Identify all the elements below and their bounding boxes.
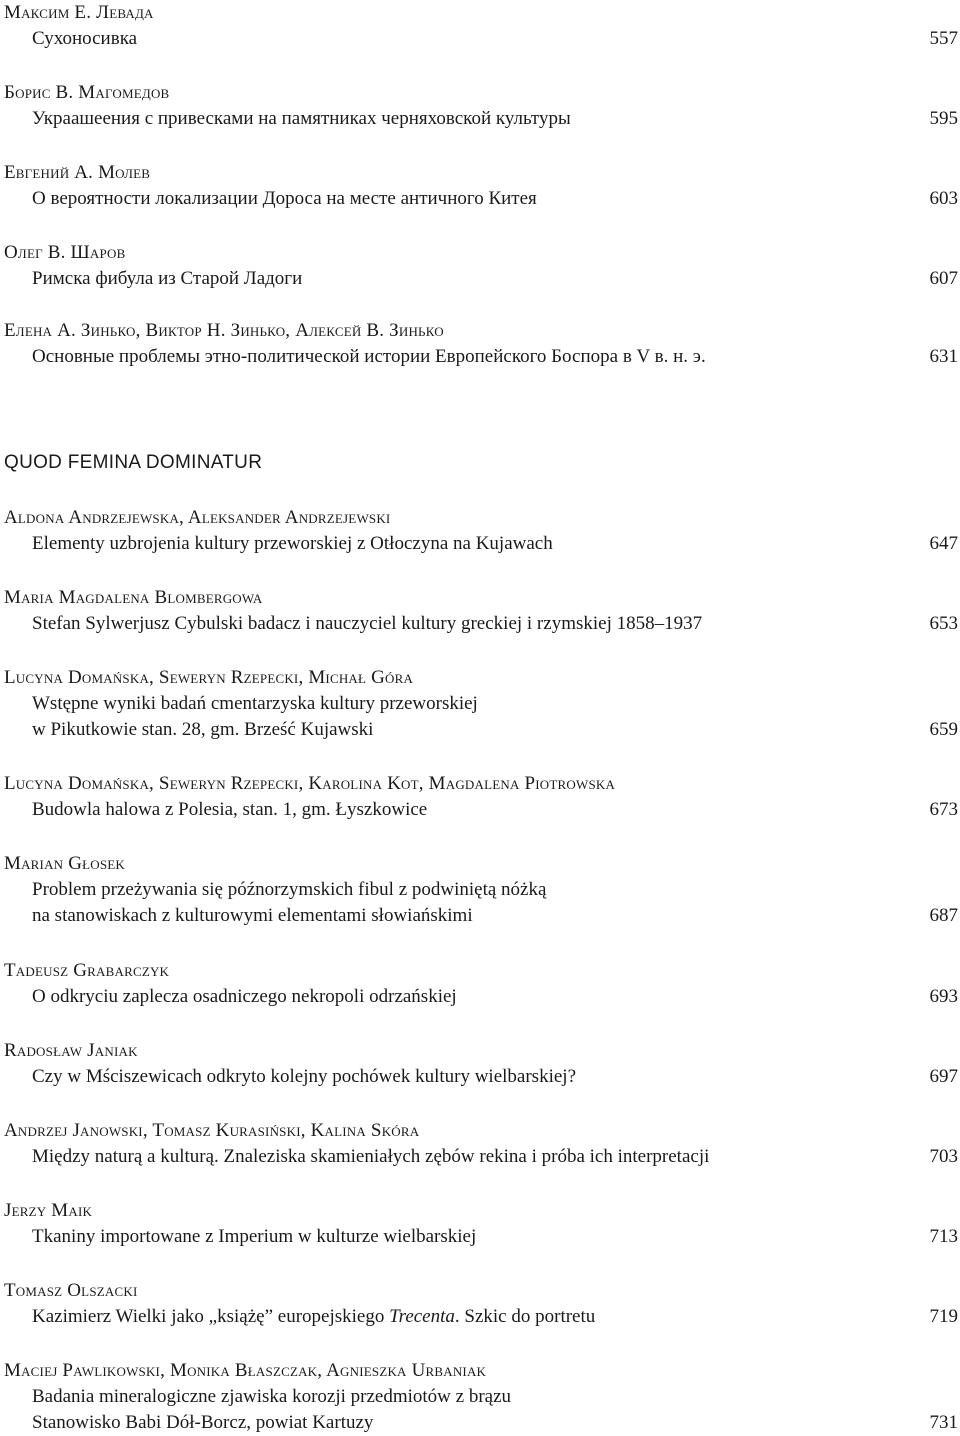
page-number: 631 [929, 346, 958, 367]
page-number: 653 [929, 613, 958, 634]
entry-title-line: Римска фибула из Старой Ладоги [32, 268, 303, 289]
entry-title-line: Stanowisko Babi Dół-Borcz, powiat Kartuzy [32, 1412, 374, 1433]
page-number: 719 [929, 1306, 958, 1327]
toc-entry[interactable] [4, 1038, 958, 1090]
entry-title-block [4, 691, 958, 743]
entry-title-block [4, 1064, 958, 1090]
page-number: 687 [929, 905, 958, 926]
page-number: 713 [929, 1226, 958, 1247]
toc-entry[interactable] [4, 80, 958, 132]
entry-authors: Борис В. Магомедов [4, 82, 170, 103]
entry-title-line: Украашеения с привесками на памятниках черняховской культуры [32, 108, 571, 129]
toc-entry[interactable] [4, 771, 958, 823]
entry-title-line: Сухоносивка [32, 28, 138, 49]
entry-authors: Максим Е. Левада [4, 2, 154, 23]
italic-term: Trecenta [389, 1306, 455, 1327]
section-heading: QUOD FEMINA DOMINATUR [4, 452, 263, 473]
toc-entry[interactable] [4, 160, 958, 212]
entry-authors: Lucyna Domańska, Seweryn Rzepecki, Michał Góra [4, 667, 414, 688]
entry-title-block [4, 1304, 958, 1330]
page-number: 697 [929, 1066, 958, 1087]
page-number: 647 [929, 533, 958, 554]
entry-authors: Jerzy Maik [4, 1200, 93, 1221]
entry-authors: Tomasz Olszacki [4, 1280, 138, 1301]
toc-entry[interactable] [4, 1358, 958, 1436]
toc-entry[interactable] [4, 585, 958, 637]
toc-entry[interactable] [4, 851, 958, 929]
page-number: 731 [929, 1412, 958, 1433]
entry-title-block [4, 1144, 958, 1170]
entry-title-line: Wstępne wyniki badań cmentarzyska kultury przeworskiej [32, 693, 478, 714]
entry-authors: Lucyna Domańska, Seweryn Rzepecki, Karolina Kot, Magdalena Piotrowska [4, 773, 616, 794]
entry-title-line: Badania mineralogiczne zjawiska korozji przedmiotów z brązu [32, 1386, 512, 1407]
entry-title-line: na stanowiskach z kulturowymi elementami słowiańskimi [32, 905, 473, 926]
toc-entry[interactable] [4, 958, 958, 1010]
entry-title-block [4, 1224, 958, 1250]
entry-authors: Олег В. Шаров [4, 242, 126, 263]
page-number: 603 [929, 188, 958, 209]
entry-title-line: О вероятности локализации Дороса на месте античного Китея [32, 188, 537, 209]
page-number: 607 [929, 268, 958, 289]
entry-title-line: Czy w Mściszewicach odkryto kolejny pochówek kultury wielbarskiej? [32, 1066, 576, 1087]
entry-authors: Radosław Janiak [4, 1040, 138, 1061]
entry-title-line: w Pikutkowie stan. 28, gm. Brześć Kujawski [32, 719, 374, 740]
page-number: 659 [929, 719, 958, 740]
page-number: 595 [929, 108, 958, 129]
entry-title-line: Основные проблемы этно-политической истории Европейского Боспора в V в. н. э. [32, 346, 706, 367]
toc-entry[interactable] [4, 0, 958, 52]
entry-title-line: O odkryciu zaplecza osadniczego nekropoli odrzańskiej [32, 986, 457, 1007]
page-number: 557 [929, 28, 958, 49]
toc-entry[interactable] [4, 1198, 958, 1250]
entry-title-block [4, 877, 958, 929]
entry-title-block [4, 797, 958, 823]
entry-title-block [4, 106, 958, 132]
entry-title-block [4, 531, 958, 557]
toc-entry[interactable] [4, 240, 958, 292]
entry-title-block [4, 186, 958, 212]
entry-title-line: Kazimierz Wielki jako „książę” europejskiego Trecenta. Szkic do portretu [32, 1306, 596, 1327]
toc-entry[interactable] [4, 505, 958, 557]
page-number: 693 [929, 986, 958, 1007]
entry-authors: Евгений А. Молев [4, 162, 151, 183]
entry-authors: Marian Głosek [4, 853, 126, 874]
entry-title-block [4, 1384, 958, 1436]
entry-authors: Maria Magdalena Blombergowa [4, 587, 263, 608]
toc-entry[interactable] [4, 1278, 958, 1330]
entry-title-block [4, 26, 958, 52]
toc-entry[interactable] [4, 665, 958, 743]
entry-title-line: Stefan Sylwerjusz Cybulski badacz i nauczyciel kultury greckiej i rzymskiej 1858–1937 [32, 613, 703, 634]
entry-title-line: Problem przeżywania się późnorzymskich fibul z podwiniętą nóżką [32, 879, 547, 900]
entry-title-line: Tkaniny importowane z Imperium w kulturze wielbarskiej [32, 1226, 477, 1247]
entry-authors: Tadeusz Grabarczyk [4, 960, 170, 981]
entry-authors: Maciej Pawlikowski, Monika Błaszczak, Agnieszka Urbaniak [4, 1360, 487, 1381]
toc-entry[interactable] [4, 318, 958, 370]
entry-title-block [4, 984, 958, 1010]
entry-title-block [4, 266, 958, 292]
page-number: 703 [929, 1146, 958, 1167]
entry-authors: Елена А. Зинько, Виктор Н. Зинько, Алексей В. Зинько [4, 320, 444, 341]
entry-title-line: Między naturą a kulturą. Znaleziska skamieniałych zębów rekina i próba ich interpretacji [32, 1146, 710, 1167]
entry-title-line: Budowla halowa z Polesia, stan. 1, gm. Łyszkowice [32, 799, 428, 820]
entry-authors: Aldona Andrzejewska, Aleksander Andrzejewski [4, 507, 391, 528]
page-number: 673 [929, 799, 958, 820]
entry-title-line: Elementy uzbrojenia kultury przeworskiej z Otłoczyna na Kujawach [32, 533, 553, 554]
entry-title-block [4, 344, 958, 370]
entry-authors: Andrzej Janowski, Tomasz Kurasiński, Kalina Skóra [4, 1120, 420, 1141]
entry-title-block [4, 611, 958, 637]
toc-entry[interactable] [4, 1118, 958, 1170]
